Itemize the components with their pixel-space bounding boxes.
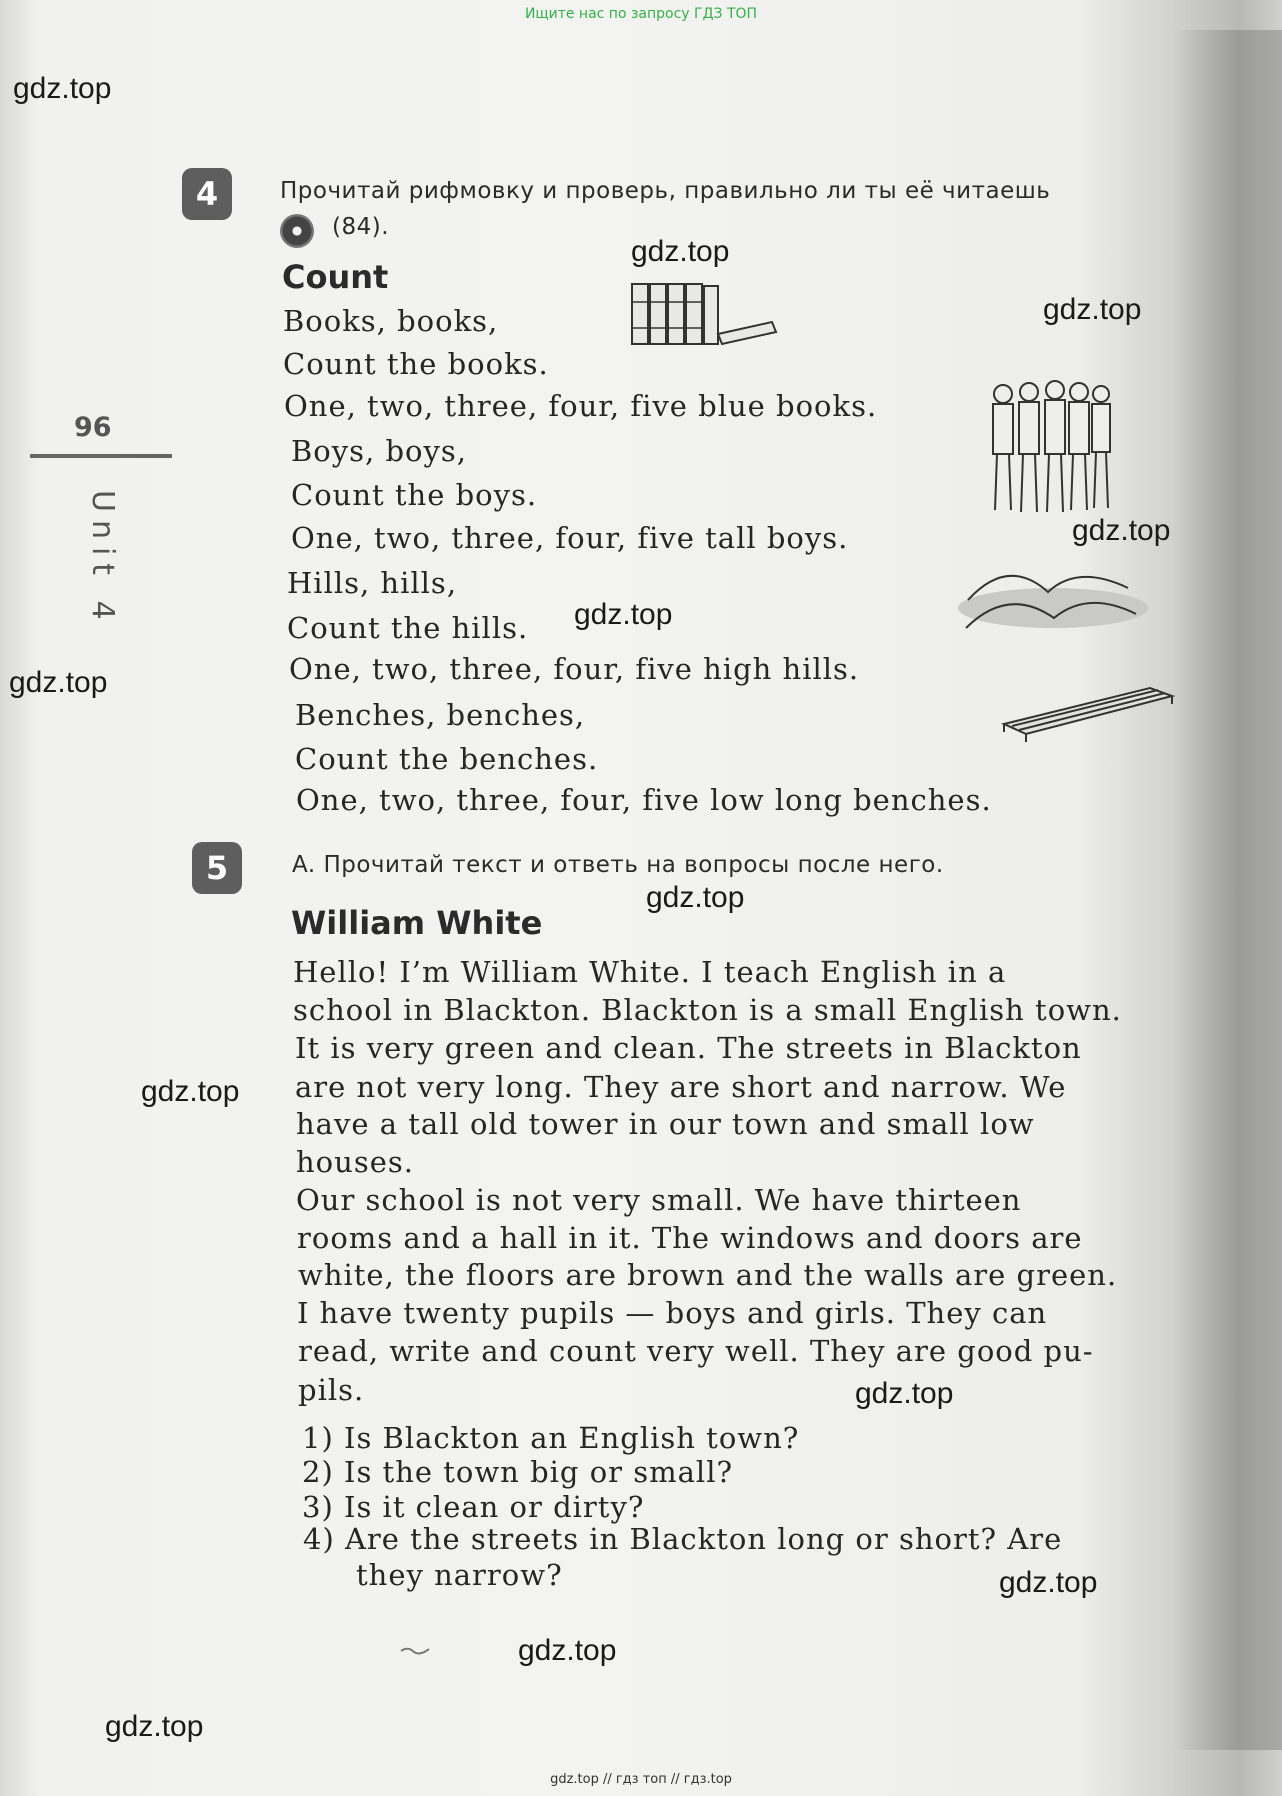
- exercise-4-badge: 4: [182, 168, 232, 220]
- books-illustration: [630, 282, 780, 348]
- rhyme-line: Count the books.: [283, 347, 549, 381]
- rhyme-line: One, two, three, four, five blue books.: [284, 389, 878, 423]
- watermark: gdz.top: [13, 72, 112, 105]
- question-item: 1) Is Blackton an English town?: [302, 1421, 800, 1455]
- watermark: gdz.top: [1043, 293, 1142, 326]
- rhyme-line: One, two, three, four, five tall boys.: [291, 521, 849, 555]
- hills-illustration: [958, 556, 1148, 636]
- top-banner[interactable]: Ищите нас по запросу ГДЗ ТОП: [524, 6, 758, 22]
- question-item: they narrow?: [356, 1558, 563, 1592]
- exercise-5-badge: 5: [192, 842, 242, 894]
- text-line: are not very long. They are short and narrow. We: [295, 1070, 1067, 1104]
- watermark: gdz.top: [574, 598, 673, 631]
- watermark: gdz.top: [105, 1710, 204, 1743]
- text-line: school in Blackton. Blackton is a small English town.: [293, 993, 1122, 1027]
- cd-audio-icon[interactable]: [280, 214, 314, 248]
- unit-label: Unit 4: [85, 490, 120, 628]
- page-edge-shadow: [1172, 30, 1282, 1750]
- exercise-4-instruction: Прочитай рифмовку и проверь, правильно ли ты её читаешь: [280, 178, 1051, 204]
- exercise-5-instruction: A. Прочитай текст и ответь на вопросы после него.: [292, 852, 944, 878]
- text-line: read, write and count very well. They are good pu-: [298, 1334, 1094, 1368]
- text-line: Our school is not very small. We have thirteen: [296, 1183, 1022, 1217]
- exercise-4-track: (84).: [332, 214, 390, 240]
- watermark: gdz.top: [9, 666, 108, 699]
- squiggle-mark: [400, 1646, 430, 1656]
- rhyme-line: Benches, benches,: [295, 698, 586, 732]
- benches-illustration: [1000, 686, 1175, 744]
- rhyme-line: Count the benches.: [295, 742, 599, 776]
- question-item: 2) Is the town big or small?: [302, 1455, 734, 1489]
- rhyme-line: One, two, three, four, five low long benches.: [296, 783, 992, 817]
- text-line: white, the floors are brown and the walls are green.: [298, 1258, 1118, 1292]
- text-line: have a tall old tower in our town and small low: [296, 1107, 1035, 1141]
- rhyme-line: Boys, boys,: [291, 434, 467, 468]
- text-line: pils.: [298, 1373, 365, 1407]
- page-number-rule: [30, 454, 172, 458]
- watermark: gdz.top: [141, 1075, 240, 1108]
- question-item: 3) Is it clean or dirty?: [302, 1490, 645, 1524]
- rhyme-line: Hills, hills,: [287, 566, 458, 600]
- watermark: gdz.top: [646, 881, 745, 914]
- text-line: Hello! I’m William White. I teach English in a: [293, 955, 1007, 989]
- text-line: houses.: [296, 1145, 414, 1179]
- rhyme-line: Books, books,: [283, 304, 499, 338]
- rhyme-line: One, two, three, four, five high hills.: [289, 652, 860, 686]
- watermark: gdz.top: [999, 1566, 1098, 1599]
- text-line: It is very green and clean. The streets in Blackton: [295, 1031, 1082, 1065]
- text-line: rooms and a hall in it. The windows and doors are: [297, 1221, 1083, 1255]
- text-title: William White: [291, 904, 543, 942]
- page-number: 96: [74, 412, 112, 443]
- boys-illustration: [985, 380, 1115, 516]
- watermark: gdz.top: [855, 1377, 954, 1410]
- watermark: gdz.top: [1072, 514, 1171, 547]
- text-line: I have twenty pupils — boys and girls. They can: [297, 1296, 1048, 1330]
- watermark: gdz.top: [518, 1634, 617, 1667]
- rhyme-line: Count the boys.: [291, 478, 538, 512]
- bottom-banner[interactable]: gdz.top // гдз топ // гдз.top: [550, 1772, 732, 1787]
- watermark: gdz.top: [631, 235, 730, 268]
- rhyme-line: Count the hills.: [287, 611, 529, 645]
- rhyme-title: Count: [282, 258, 389, 296]
- question-item: 4) Are the streets in Blackton long or short? Are: [303, 1522, 1063, 1556]
